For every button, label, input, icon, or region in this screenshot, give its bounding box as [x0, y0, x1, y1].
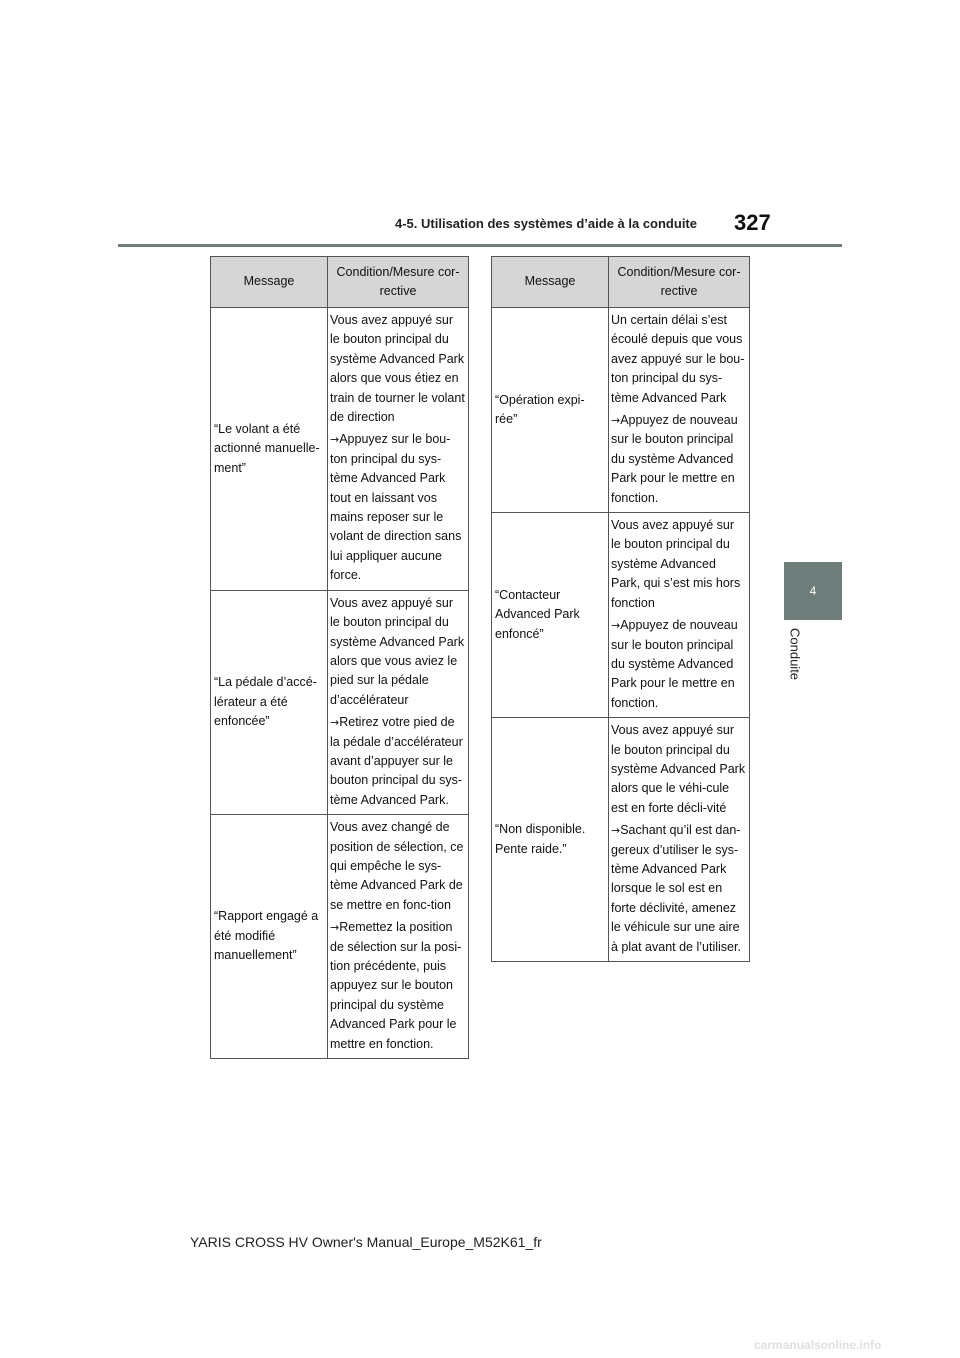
corrective-action — [611, 821, 747, 957]
corrective-action — [330, 430, 466, 585]
page-number: 327 — [734, 210, 771, 235]
action-text: Sachant qu’il est dan-gereux d’utiliser le sys-tème Advanced Park lorsque le sol est en forte déclivité, amenez le véhicule sur une aire à plat avant de l’utiliser. — [611, 823, 741, 954]
condition-cell — [328, 815, 469, 1059]
message-cell: “Rapport engagé a été modifié manuellement” — [211, 815, 328, 1059]
action-text: Appuyez sur le bou-ton principal du sys-tème Advanced Park tout en laissant vos mains reposer sur le volant de direction sans lui appliquer aucune force. — [330, 432, 462, 583]
action-text: Appuyez de nouveau sur le bouton principal du système Advanced Park pour le mettre en fonction. — [611, 618, 738, 710]
manual-footer: YARIS CROSS HV Owner's Manual_Europe_M52K61_fr — [190, 1234, 542, 1250]
arrow-right-icon: → — [611, 414, 621, 428]
table-row — [211, 308, 469, 591]
header-divider — [118, 244, 842, 247]
arrow-right-icon: → — [611, 619, 621, 633]
message-cell: “La pédale d’accé-lérateur a été enfoncée” — [211, 590, 328, 814]
section-title: 4-5. Utilisation des systèmes d’aide à la conduite — [395, 216, 697, 231]
header-condition: Condition/Mesure cor-rective — [609, 257, 750, 308]
corrective-action — [611, 616, 747, 713]
condition-text: Un certain délai s’est écoulé depuis que vous avez appuyé sur le bou-ton principal du sys-tème Advanced Park — [611, 313, 745, 405]
header-message: Message — [211, 257, 328, 308]
condition-cell — [609, 718, 750, 962]
condition-text: Vous avez changé de position de sélection, ce qui empêche le sys-tème Advanced Park de se mettre en fonc-tion — [330, 820, 464, 912]
table-row — [492, 718, 750, 962]
header-condition: Condition/Mesure cor-rective — [328, 257, 469, 308]
chapter-number: 4 — [809, 584, 817, 598]
action-text: Retirez votre pied de la pédale d’accélérateur avant d’appuyer sur le bouton principal du sys-tème Advanced Park. — [330, 715, 463, 807]
corrective-action — [611, 411, 747, 508]
condition-cell — [328, 590, 469, 814]
site-watermark: carmanualsonline.info — [754, 1338, 882, 1352]
chapter-tab[interactable] — [784, 562, 842, 620]
arrow-right-icon: → — [330, 433, 340, 447]
message-cell: “Contacteur Advanced Park enfoncé” — [492, 513, 609, 718]
table-row — [211, 590, 469, 814]
table-row — [492, 308, 750, 513]
header-message: Message — [492, 257, 609, 308]
table-header-row — [492, 257, 750, 308]
table-row — [211, 815, 469, 1059]
condition-text: Vous avez appuyé sur le bouton principal du système Advanced Park alors que vous aviez le pied sur la pédale d’accélérateur — [330, 595, 465, 707]
message-cell: “Le volant a été actionné manuelle-ment” — [211, 308, 328, 591]
message-table-right — [491, 256, 750, 962]
message-cell: “Opération expi-rée” — [492, 308, 609, 513]
condition-text: Vous avez appuyé sur le bouton principal du système Advanced Park alors que vous étiez en train de tourner le volant de direction — [330, 313, 465, 425]
corrective-action — [330, 918, 466, 1054]
arrow-right-icon: → — [611, 824, 621, 838]
condition-cell — [328, 308, 469, 591]
arrow-right-icon: → — [330, 716, 340, 730]
message-cell: “Non disponible. Pente raide.” — [492, 718, 609, 962]
condition-cell — [609, 308, 750, 513]
corrective-action — [330, 713, 466, 810]
message-table-left — [210, 256, 469, 1059]
chapter-label: Conduite — [787, 628, 803, 681]
condition-text: Vous avez appuyé sur le bouton principal du système Advanced Park, qui s’est mis hors fonction — [611, 518, 741, 610]
action-text: Remettez la position de sélection sur la posi-tion précédente, puis appuyez sur le bouton principal du système Advanced Park pour le mettre en fonction. — [330, 920, 462, 1051]
table-row — [492, 513, 750, 718]
arrow-right-icon: → — [330, 921, 340, 935]
action-text: Appuyez de nouveau sur le bouton principal du système Advanced Park pour le mettre en fonction. — [611, 413, 738, 505]
condition-cell — [609, 513, 750, 718]
table-header-row — [211, 257, 469, 308]
condition-text: Vous avez appuyé sur le bouton principal du système Advanced Park alors que le véhi-cule est en forte décli-vité — [611, 723, 746, 815]
